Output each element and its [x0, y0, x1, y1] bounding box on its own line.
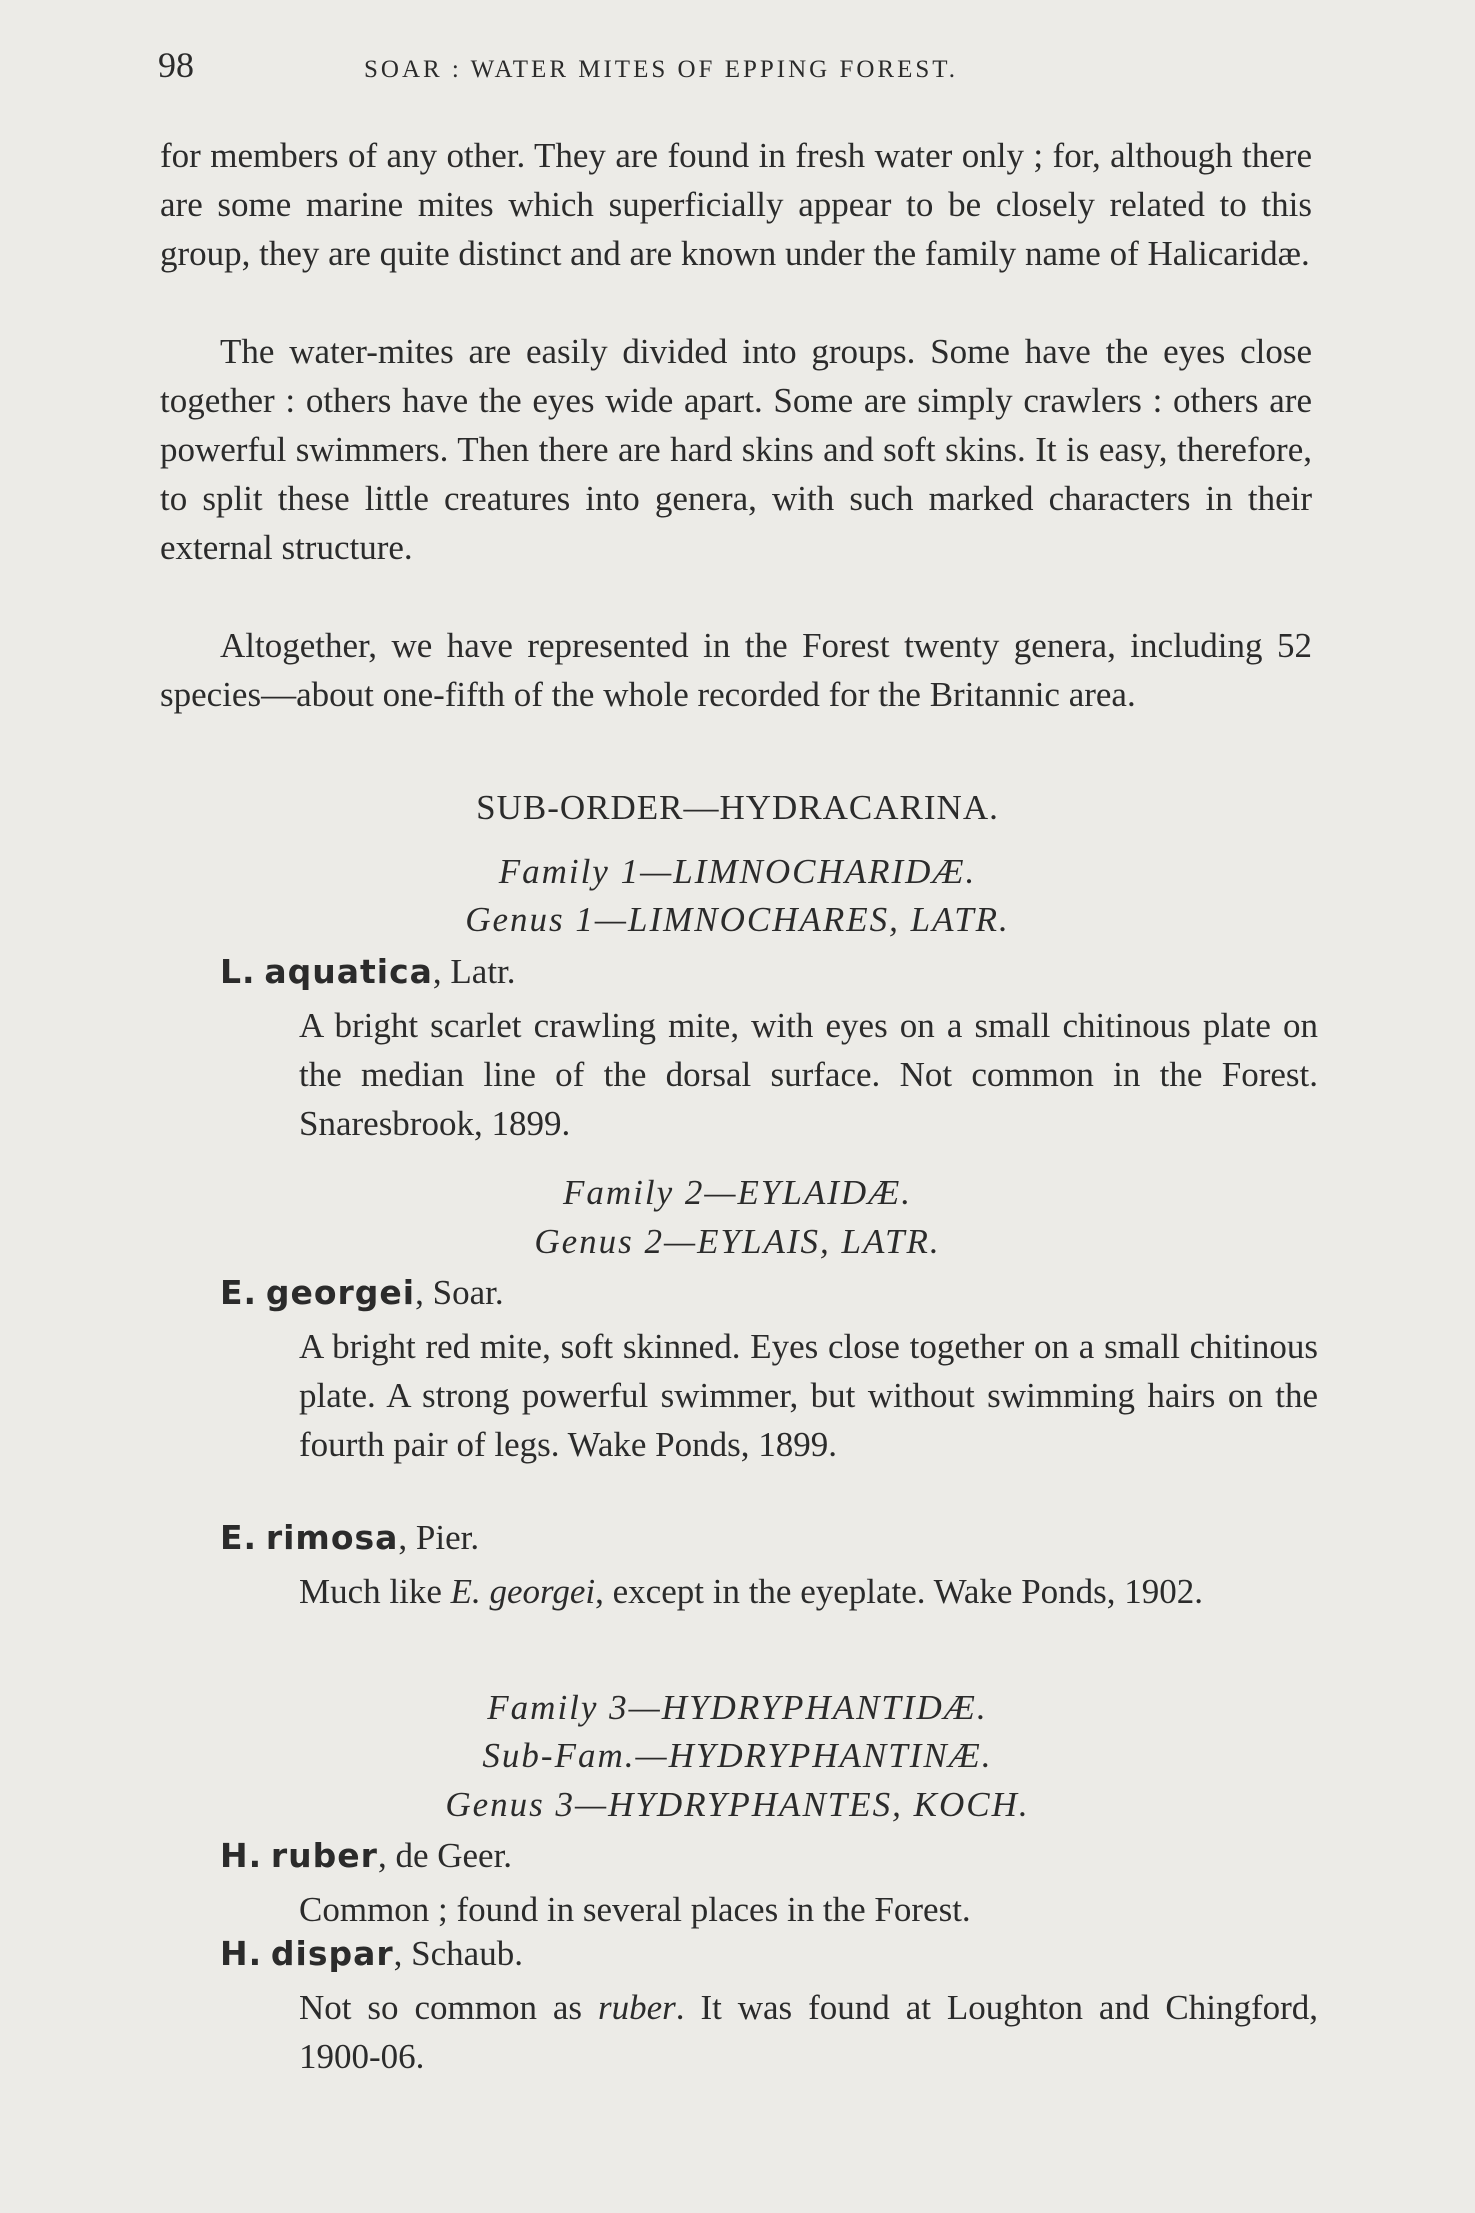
species-entry-h-ruber — [220, 1836, 512, 1876]
subfamily-heading: Sub-Fam.—HYDRYPHANTINÆ. — [482, 1736, 993, 1775]
description-italic-text: E. georgei — [450, 1572, 596, 1611]
genus-abbreviation: E. — [220, 1518, 258, 1557]
running-title: SOAR : WATER MITES OF EPPING FOREST. — [364, 56, 958, 83]
running-head — [158, 44, 1318, 94]
species-entry-l-aquatica — [220, 952, 516, 992]
species-description-l-aquatica: A bright scarlet crawling mite, with eyes on a small chitinous plate on the median line of the dorsal surface. Not common in the Forest. Snaresbrook, 1899. — [299, 1006, 1318, 1143]
species-entry-e-rimosa — [220, 1518, 479, 1558]
species-author: , Schaub. — [393, 1934, 523, 1973]
page-number: 98 — [158, 45, 194, 85]
description-text: , except in the eyeplate. Wake Ponds, 1902. — [595, 1572, 1204, 1611]
species-name: georgei — [265, 1273, 416, 1312]
genus-3-heading: Genus 3—HYDRYPHANTES, KOCH. — [445, 1785, 1030, 1824]
description-text: . It was found at Loughton and Chingford, 1900-06. — [299, 1988, 1319, 2076]
species-description-h-dispar — [299, 1983, 1318, 2081]
family-2-heading: Family 2—EYLAIDÆ. — [563, 1173, 912, 1212]
species-author: , Latr. — [432, 952, 516, 991]
family-1-heading: Family 1—LIMNOCHARIDÆ. — [498, 852, 977, 891]
intro-paragraph-2: The water-mites are easily divided into groups. Some have the eyes close together : others have the eyes wide apart. Some are simply crawlers : others are powerful swimmers. Then there are hard skins and soft skins. It is easy, therefore, to split these little creatures into genera, with such marked characters in their external structure. — [160, 332, 1312, 567]
description-text: Not so common as — [299, 1988, 598, 2027]
species-description-e-rimosa — [299, 1567, 1318, 1616]
genus-abbreviation: H. — [220, 1934, 263, 1973]
species-author: , Soar. — [415, 1273, 504, 1312]
species-description-e-georgei: A bright red mite, soft skinned. Eyes close together on a small chitinous plate. A strong powerful swimmer, but without swimming hairs on the fourth pair of legs. Wake Ponds, 1899. — [299, 1327, 1318, 1464]
intro-paragraph-1: for members of any other. They are found in fresh water only ; for, although there are some marine mites which superficially appear to be closely related to this group, they are quite distinct and are known under the family name of Halicaridæ. — [160, 136, 1312, 273]
species-author: , de Geer. — [377, 1836, 513, 1875]
species-entry-e-georgei — [220, 1273, 504, 1313]
genus-abbreviation: L. — [220, 952, 256, 991]
genus-1-heading: Genus 1—LIMNOCHARES, LATR. — [465, 900, 1010, 939]
species-name: rimosa — [265, 1518, 399, 1557]
species-description-h-ruber: Common ; found in several places in the Forest. — [299, 1890, 971, 1929]
species-name: dispar — [270, 1934, 394, 1973]
intro-paragraph-3: Altogether, we have represented in the Forest twenty genera, including 52 species—about one-fifth of the whole recorded for the Britannic area. — [160, 626, 1312, 714]
genus-abbreviation: E. — [220, 1273, 258, 1312]
species-name: ruber — [270, 1836, 378, 1875]
description-text: Much like — [299, 1572, 451, 1611]
suborder-heading: SUB-ORDER—HYDRACARINA. — [476, 788, 999, 827]
description-italic-text: ruber — [597, 1988, 676, 2027]
species-name: aquatica — [264, 952, 433, 991]
genus-abbreviation: H. — [220, 1836, 263, 1875]
species-entry-h-dispar — [220, 1934, 523, 1974]
family-3-heading: Family 3—HYDRYPHANTIDÆ. — [487, 1688, 988, 1727]
genus-2-heading: Genus 2—EYLAIS, LATR. — [534, 1222, 941, 1261]
species-author: , Pier. — [398, 1518, 480, 1557]
